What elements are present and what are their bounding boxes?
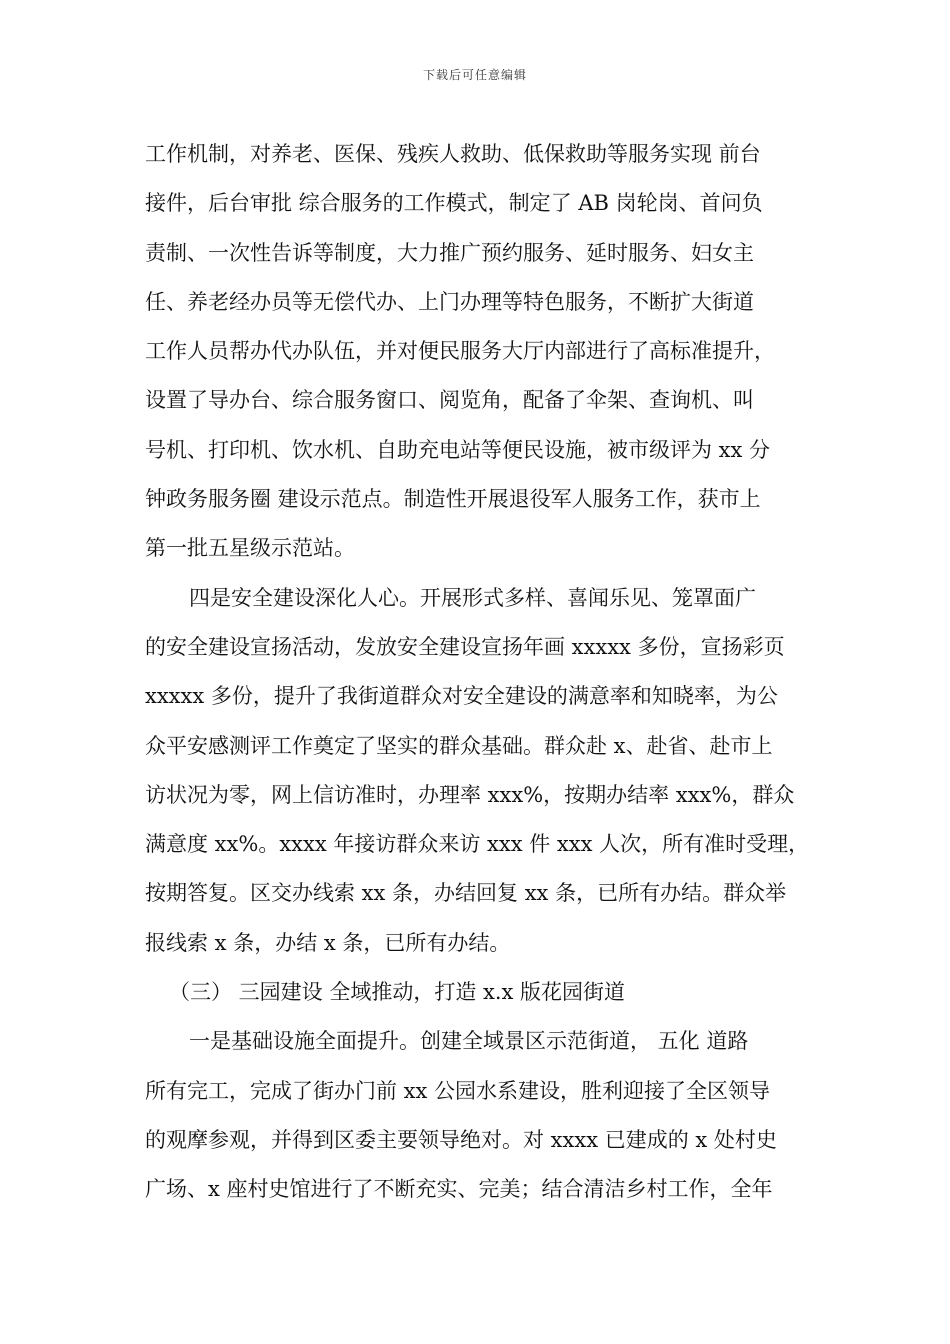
text-line: 满意度 xx%。xxxx 年接访群众来访 xxx 件 xxx 人次，所有准时受理， <box>145 832 810 857</box>
document-body <box>145 130 815 1215</box>
text-line: xxxxx 多份，提升了我街道群众对安全建设的满意率和知晓率，为公 <box>145 684 778 709</box>
text-line: 钟政务服务圈 建设示范点。制造性开展退役军人服务工作，获市上 <box>145 487 761 512</box>
text-line: 的安全建设宣扬活动，发放安全建设宣扬年画 xxxxx 多份，宣扬彩页 <box>145 634 785 659</box>
text-line: 任、养老经办员等无偿代办、上门办理等特色服务，不断扩大街道 <box>145 289 754 314</box>
text-line: 设置了导办台、综合服务窗口、阅览角，配备了伞架、查询机、叫 <box>145 388 754 413</box>
text-line: 一是基础设施全面提升。创建全域景区示范街道， 五化 道路 <box>189 1029 749 1054</box>
text-line: 第一批五星级示范站。 <box>145 536 355 561</box>
text-line: 众平安感测评工作奠定了坚实的群众基础。群众赴 x、赴省、赴市上 <box>145 733 773 758</box>
text-line: 号机、打印机、饮水机、自助充电站等便民设施，被市级评为 xx 分 <box>145 437 771 462</box>
section-heading: （三） 三园建设 全域推动，打造 x.x 版花园街道 <box>169 980 626 1005</box>
text-line: 广场、x 座村史馆进行了不断充实、完美；结合清洁乡村工作，全年 <box>145 1177 773 1202</box>
text-line: 责制、一次性告诉等制度，大力推广预约服务、延时服务、妇女主 <box>145 240 754 265</box>
text-line: 工作机制，对养老、医保、残疾人救助、低保救助等服务实现 前台 <box>145 142 761 166</box>
text-line: 访状况为零，网上信访准时，办理率 xxx%，按期办结率 xxx%，群众 <box>145 782 795 807</box>
text-line: 的观摩参观，并得到区委主要领导绝对。对 xxxx 已建成的 x 处村史 <box>145 1127 777 1152</box>
text-line: 工作人员帮办代办队伍，并对便民服务大厅内部进行了高标准提升， <box>145 339 775 364</box>
text-line: 四是安全建设深化人心。开展形式多样、喜闻乐见、笼罩面广 <box>189 585 756 610</box>
text-line: 接件，后台审批 综合服务的工作模式，制定了 AB 岗轮岗、首问负 <box>145 191 763 216</box>
text-line: 按期答复。区交办线索 xx 条，办结回复 xx 条，已所有办结。群众举 <box>145 881 787 906</box>
text-line: 所有完工，完成了街办门前 xx 公园水系建设，胜利迎接了全区领导 <box>145 1078 771 1103</box>
text-line: 报线索 x 条，办结 x 条，已所有办结。 <box>145 930 511 955</box>
page-header: 下载后可任意编辑 <box>422 68 527 82</box>
